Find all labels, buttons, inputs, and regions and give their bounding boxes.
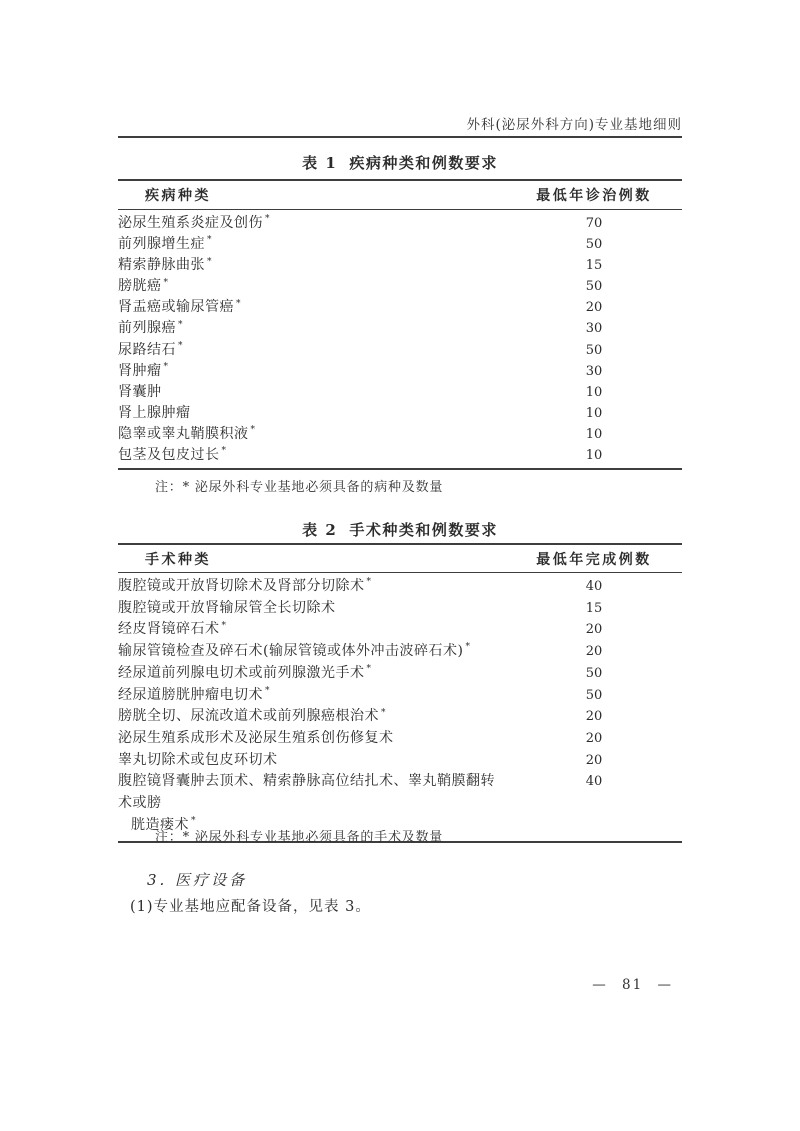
row-label xyxy=(118,234,506,255)
row-label-text: 前列腺增生症 xyxy=(118,236,205,253)
table-row xyxy=(118,641,682,663)
row-value: 20 xyxy=(585,709,603,725)
table1-title-text: 疾病种类和例数要求 xyxy=(349,154,498,172)
table-row xyxy=(118,255,682,276)
row-label-text: 肾囊肿 xyxy=(118,383,162,400)
table1 xyxy=(118,179,682,470)
row-value: 10 xyxy=(585,426,603,442)
table-row xyxy=(118,750,682,772)
required-asterisk: * xyxy=(207,256,212,267)
section-heading-medical-equipment: 3. 医疗设备 xyxy=(147,871,248,889)
table-row xyxy=(118,276,682,297)
header-rule xyxy=(118,136,682,138)
table1-title xyxy=(118,152,682,173)
row-label-text: 精索静脉曲张 xyxy=(118,257,205,274)
row-value: 15 xyxy=(585,600,603,616)
row-label-text: 睾丸切除术或包皮环切术 xyxy=(118,751,278,768)
table2-note: 注：* 泌尿外科专业基地必须具备的手术及数量 xyxy=(155,830,444,845)
row-label xyxy=(118,297,506,318)
paragraph-equipment-intro: (1)专业基地应配备设备，见表 3。 xyxy=(130,899,371,915)
required-asterisk: * xyxy=(381,707,386,718)
row-label-text: 肾盂癌或输尿管癌 xyxy=(118,299,234,316)
required-asterisk: * xyxy=(366,577,372,588)
required-asterisk: * xyxy=(207,235,212,246)
table-row xyxy=(118,445,682,466)
table-row xyxy=(118,403,682,424)
table-row xyxy=(118,424,682,445)
required-asterisk: * xyxy=(221,620,227,631)
row-label xyxy=(118,663,506,685)
row-value: 20 xyxy=(585,752,603,768)
row-value: 10 xyxy=(585,384,603,400)
row-label xyxy=(118,598,506,620)
row-label-text: 经尿道前列腺电切术或前列腺激光手术 xyxy=(118,664,365,681)
row-value: 40 xyxy=(585,579,603,594)
table1-col-disease: 疾病种类 xyxy=(145,188,211,204)
row-label-text: 肾上腺肿瘤 xyxy=(118,404,191,421)
table1-col-min-cases: 最低年诊治例数 xyxy=(536,188,652,204)
required-asterisk: * xyxy=(366,664,372,675)
row-label-text: 经皮肾镜碎石术 xyxy=(118,621,220,638)
table-row xyxy=(118,663,682,685)
table-row xyxy=(118,576,682,598)
table-row xyxy=(118,213,682,234)
table1-header-row xyxy=(118,181,682,210)
table1-body xyxy=(118,210,682,468)
row-value: 40 xyxy=(585,774,603,790)
table-row xyxy=(118,728,682,750)
row-label-text: 输尿管镜检查及碎石术(输尿管镜或体外冲击波碎石术) xyxy=(118,643,464,660)
row-label xyxy=(118,576,506,598)
required-asterisk: * xyxy=(250,425,256,436)
row-label xyxy=(118,619,506,641)
row-value: 50 xyxy=(585,665,603,681)
row-value: 70 xyxy=(585,216,603,231)
row-value: 10 xyxy=(585,448,603,464)
running-header: 外科(泌尿外科方向)专业基地细则 xyxy=(466,117,682,133)
row-label xyxy=(118,424,506,445)
row-label-text: 肾肿瘤 xyxy=(118,362,162,379)
table2-header-row xyxy=(118,545,682,573)
row-value: 30 xyxy=(585,363,603,379)
row-label-text: 膀胱全切、尿流改道术或前列腺癌根治术 xyxy=(118,708,379,725)
row-value: 50 xyxy=(585,279,603,295)
row-label-text: 泌尿生殖系成形术及泌尿生殖系创伤修复术 xyxy=(118,729,394,746)
row-value: 20 xyxy=(585,644,603,660)
row-label xyxy=(118,685,506,707)
page-number: — 81 — xyxy=(592,977,673,993)
table-row xyxy=(118,382,682,403)
row-label xyxy=(118,706,506,728)
required-asterisk: * xyxy=(265,685,270,696)
row-label-text: 腹腔镜或开放肾切除术及肾部分切除术 xyxy=(118,578,365,594)
row-value: 10 xyxy=(585,405,603,421)
table1-title-prefix: 表 1 xyxy=(302,154,338,172)
table-row xyxy=(118,685,682,707)
row-value: 50 xyxy=(585,342,603,358)
row-label xyxy=(118,750,506,772)
table-row xyxy=(118,297,682,318)
table-row xyxy=(118,706,682,728)
table1-note: 注：* 泌尿外科专业基地必须具备的病种及数量 xyxy=(155,480,444,495)
row-label-text: 腹腔镜或开放肾输尿管全长切除术 xyxy=(118,599,336,616)
row-label xyxy=(118,276,506,297)
row-label xyxy=(118,361,506,382)
required-asterisk: * xyxy=(191,816,196,827)
row-label-text: 经尿道膀胱肿瘤电切术 xyxy=(118,686,263,703)
required-asterisk: * xyxy=(236,298,241,309)
table-row xyxy=(118,234,682,255)
table2-col-min-cases: 最低年完成例数 xyxy=(536,551,652,568)
row-label xyxy=(118,382,506,403)
table-row xyxy=(118,340,682,361)
row-label-text: 腹腔镜肾囊肿去顶术、精索静脉高位结扎术、睾丸鞘膜翻转术或膀 xyxy=(118,773,495,812)
row-label-text: 尿路结石 xyxy=(118,341,176,358)
row-value: 20 xyxy=(585,300,603,316)
row-label xyxy=(118,728,506,750)
required-asterisk: * xyxy=(163,362,169,372)
required-asterisk: * xyxy=(221,446,227,457)
row-label xyxy=(118,318,506,339)
table2 xyxy=(118,543,682,843)
table-row xyxy=(118,619,682,641)
row-label-text: 前列腺癌 xyxy=(118,320,176,337)
required-asterisk: * xyxy=(178,319,183,330)
table2-title-prefix: 表 2 xyxy=(302,521,338,539)
table-row xyxy=(118,361,682,382)
row-value: 20 xyxy=(585,730,603,746)
row-label-text: 泌尿生殖系炎症及创伤 xyxy=(118,215,263,231)
row-label xyxy=(118,255,506,276)
table2-body xyxy=(118,573,682,841)
row-label-text: 膀胱癌 xyxy=(118,278,162,295)
row-label-continuation: 胱造瘘术 * xyxy=(131,816,196,833)
row-value: 50 xyxy=(585,237,603,253)
row-value: 20 xyxy=(585,622,603,638)
row-value: 15 xyxy=(585,258,603,274)
row-label xyxy=(118,403,506,424)
row-label xyxy=(118,340,506,361)
row-value: 50 xyxy=(585,687,603,703)
required-asterisk: * xyxy=(265,214,270,225)
table-row xyxy=(118,318,682,339)
required-asterisk: * xyxy=(163,277,169,288)
table-row xyxy=(118,598,682,620)
row-label xyxy=(118,641,506,663)
row-label xyxy=(118,213,506,234)
row-value: 30 xyxy=(585,321,603,337)
table2-col-operation: 手术种类 xyxy=(145,551,211,568)
row-label-text: 包茎及包皮过长 xyxy=(118,447,220,464)
row-label-text: 隐睾或睾丸鞘膜积液 xyxy=(118,425,249,442)
row-label xyxy=(118,445,506,466)
required-asterisk: * xyxy=(178,340,183,351)
table2-title xyxy=(118,519,682,540)
table2-title-text: 手术种类和例数要求 xyxy=(349,521,498,539)
required-asterisk: * xyxy=(465,642,471,653)
